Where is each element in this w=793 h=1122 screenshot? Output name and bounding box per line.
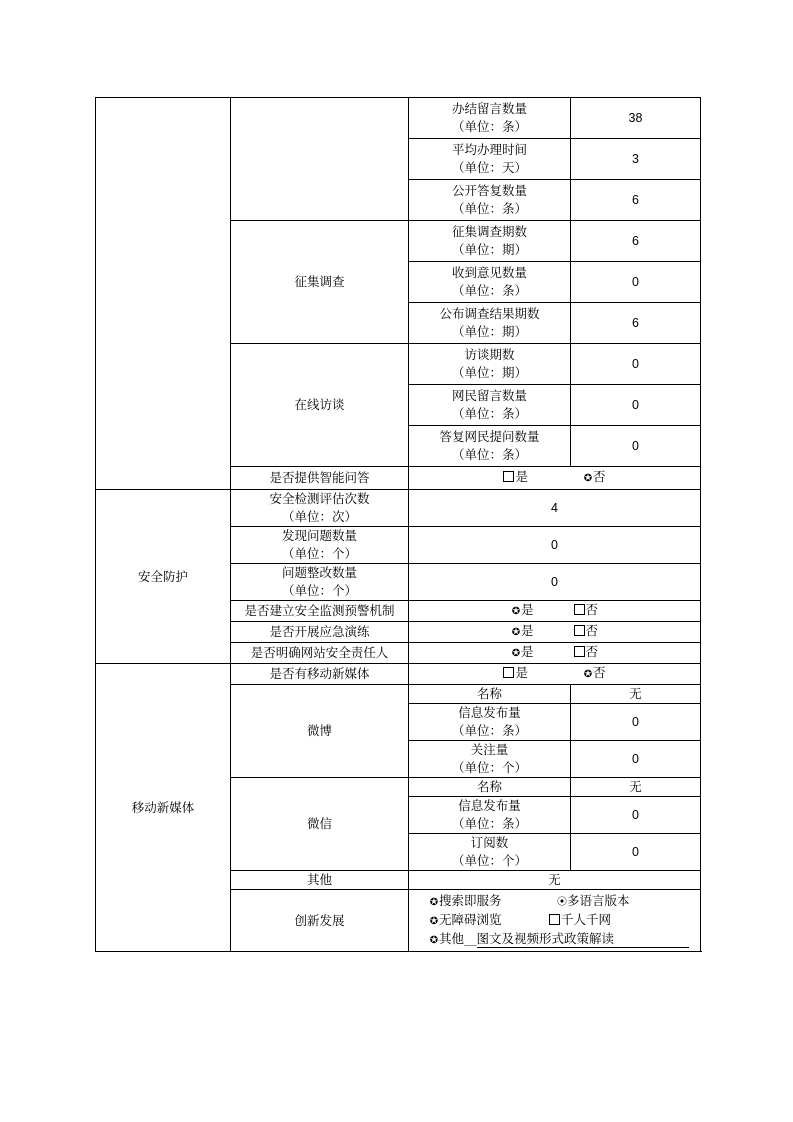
label-wechat-posts: 信息发布量 （单位：条） (409, 797, 571, 834)
value-weibo-followers: 0 (571, 741, 701, 778)
radio-selected-icon[interactable]: ✪ (511, 606, 521, 617)
monitoring-mechanism-options: ✪是 否 (409, 601, 701, 622)
security-label: 安全防护 (96, 490, 231, 664)
label-has-mobile-media: 是否有移动新媒体 (231, 664, 409, 685)
checkbox-icon[interactable] (574, 604, 585, 615)
label-results-published: 公布调查结果期数 （单位：期） (409, 303, 571, 344)
innovation-options: ✪搜索即服务 ⦿多语言版本✪无障碍浏览 千人千网 ✪其他__图文及视频形式政策解读 (409, 890, 701, 952)
checkbox-icon[interactable] (574, 625, 585, 636)
radio-icon[interactable]: ✪ (429, 916, 439, 927)
radio-selected-icon[interactable]: ✪ (511, 627, 521, 638)
weibo-label: 微博 (231, 685, 409, 778)
section-cell-continued (96, 98, 231, 490)
subsection-cell-continued (231, 98, 409, 221)
value-issues-found: 0 (409, 527, 701, 564)
value-closed-messages: 38 (571, 98, 701, 139)
interview-label: 在线访谈 (231, 344, 409, 467)
label-issues-fixed: 问题整改数量 （单位：个） (231, 564, 409, 601)
label-monitoring-mechanism: 是否建立安全监测预警机制 (231, 601, 409, 622)
radio-icon[interactable]: ✪ (429, 935, 439, 946)
checkbox-icon[interactable] (549, 914, 560, 925)
label-weibo-followers: 关注量 （单位：个） (409, 741, 571, 778)
wechat-name-value: 无 (571, 778, 701, 797)
weibo-name-label: 名称 (409, 685, 571, 704)
smart-qa-options: 是 ✪否 (409, 467, 701, 490)
checkbox-icon[interactable] (574, 646, 585, 657)
label-security-assessments: 安全检测评估次数 （单位：次） (231, 490, 409, 527)
radio-selected-icon[interactable]: ⦿ (557, 897, 567, 908)
survey-label: 征集调查 (231, 221, 409, 344)
value-wechat-posts: 0 (571, 797, 701, 834)
mobile-label: 移动新媒体 (96, 664, 231, 952)
checkbox-icon[interactable] (503, 471, 514, 482)
value-survey-periods: 6 (571, 221, 701, 262)
label-closed-messages: 办结留言数量 （单位：条） (409, 98, 571, 139)
value-weibo-posts: 0 (571, 704, 701, 741)
label-netizen-messages: 网民留言数量 （单位：条） (409, 385, 571, 426)
label-interview-periods: 访谈期数 （单位：期） (409, 344, 571, 385)
other-innovation-text: 图文及视频形式政策解读 (477, 930, 689, 948)
value-opinions-received: 0 (571, 262, 701, 303)
value-issues-fixed: 0 (409, 564, 701, 601)
value-interview-periods: 0 (571, 344, 701, 385)
label-avg-handling-time: 平均办理时间 （单位：天） (409, 139, 571, 180)
checkbox-icon[interactable] (503, 667, 514, 678)
value-public-replies: 6 (571, 180, 701, 221)
label-opinions-received: 收到意见数量 （单位：条） (409, 262, 571, 303)
value-wechat-subscribers: 0 (571, 834, 701, 871)
weibo-name-value: 无 (571, 685, 701, 704)
smart-qa-label: 是否提供智能问答 (231, 467, 409, 490)
value-results-published: 6 (571, 303, 701, 344)
value-questions-answered: 0 (571, 426, 701, 467)
emergency-drill-options: ✪是 否 (409, 622, 701, 643)
label-weibo-posts: 信息发布量 （单位：条） (409, 704, 571, 741)
label-public-replies: 公开答复数量 （单位：条） (409, 180, 571, 221)
other-media-value: 无 (409, 871, 701, 890)
security-owner-options: ✪是 否 (409, 643, 701, 664)
radio-selected-icon[interactable]: ✪ (511, 648, 521, 659)
label-questions-answered: 答复网民提问数量 （单位：条） (409, 426, 571, 467)
has-mobile-media-options: 是 ✪否 (409, 664, 701, 685)
label-wechat-subscribers: 订阅数 （单位：个） (409, 834, 571, 871)
value-netizen-messages: 0 (571, 385, 701, 426)
label-issues-found: 发现问题数量 （单位：个） (231, 527, 409, 564)
other-media-label: 其他 (231, 871, 409, 890)
wechat-name-label: 名称 (409, 778, 571, 797)
wechat-label: 微信 (231, 778, 409, 871)
value-security-assessments: 4 (409, 490, 701, 527)
value-avg-handling-time: 3 (571, 139, 701, 180)
radio-selected-icon[interactable]: ✪ (583, 669, 593, 680)
innovation-label: 创新发展 (231, 890, 409, 952)
label-security-owner: 是否明确网站安全责任人 (231, 643, 409, 664)
label-emergency-drill: 是否开展应急演练 (231, 622, 409, 643)
report-table (95, 97, 701, 952)
radio-icon[interactable]: ✪ (429, 897, 439, 908)
radio-selected-icon[interactable]: ✪ (583, 473, 593, 484)
label-survey-periods: 征集调查期数 （单位：期） (409, 221, 571, 262)
